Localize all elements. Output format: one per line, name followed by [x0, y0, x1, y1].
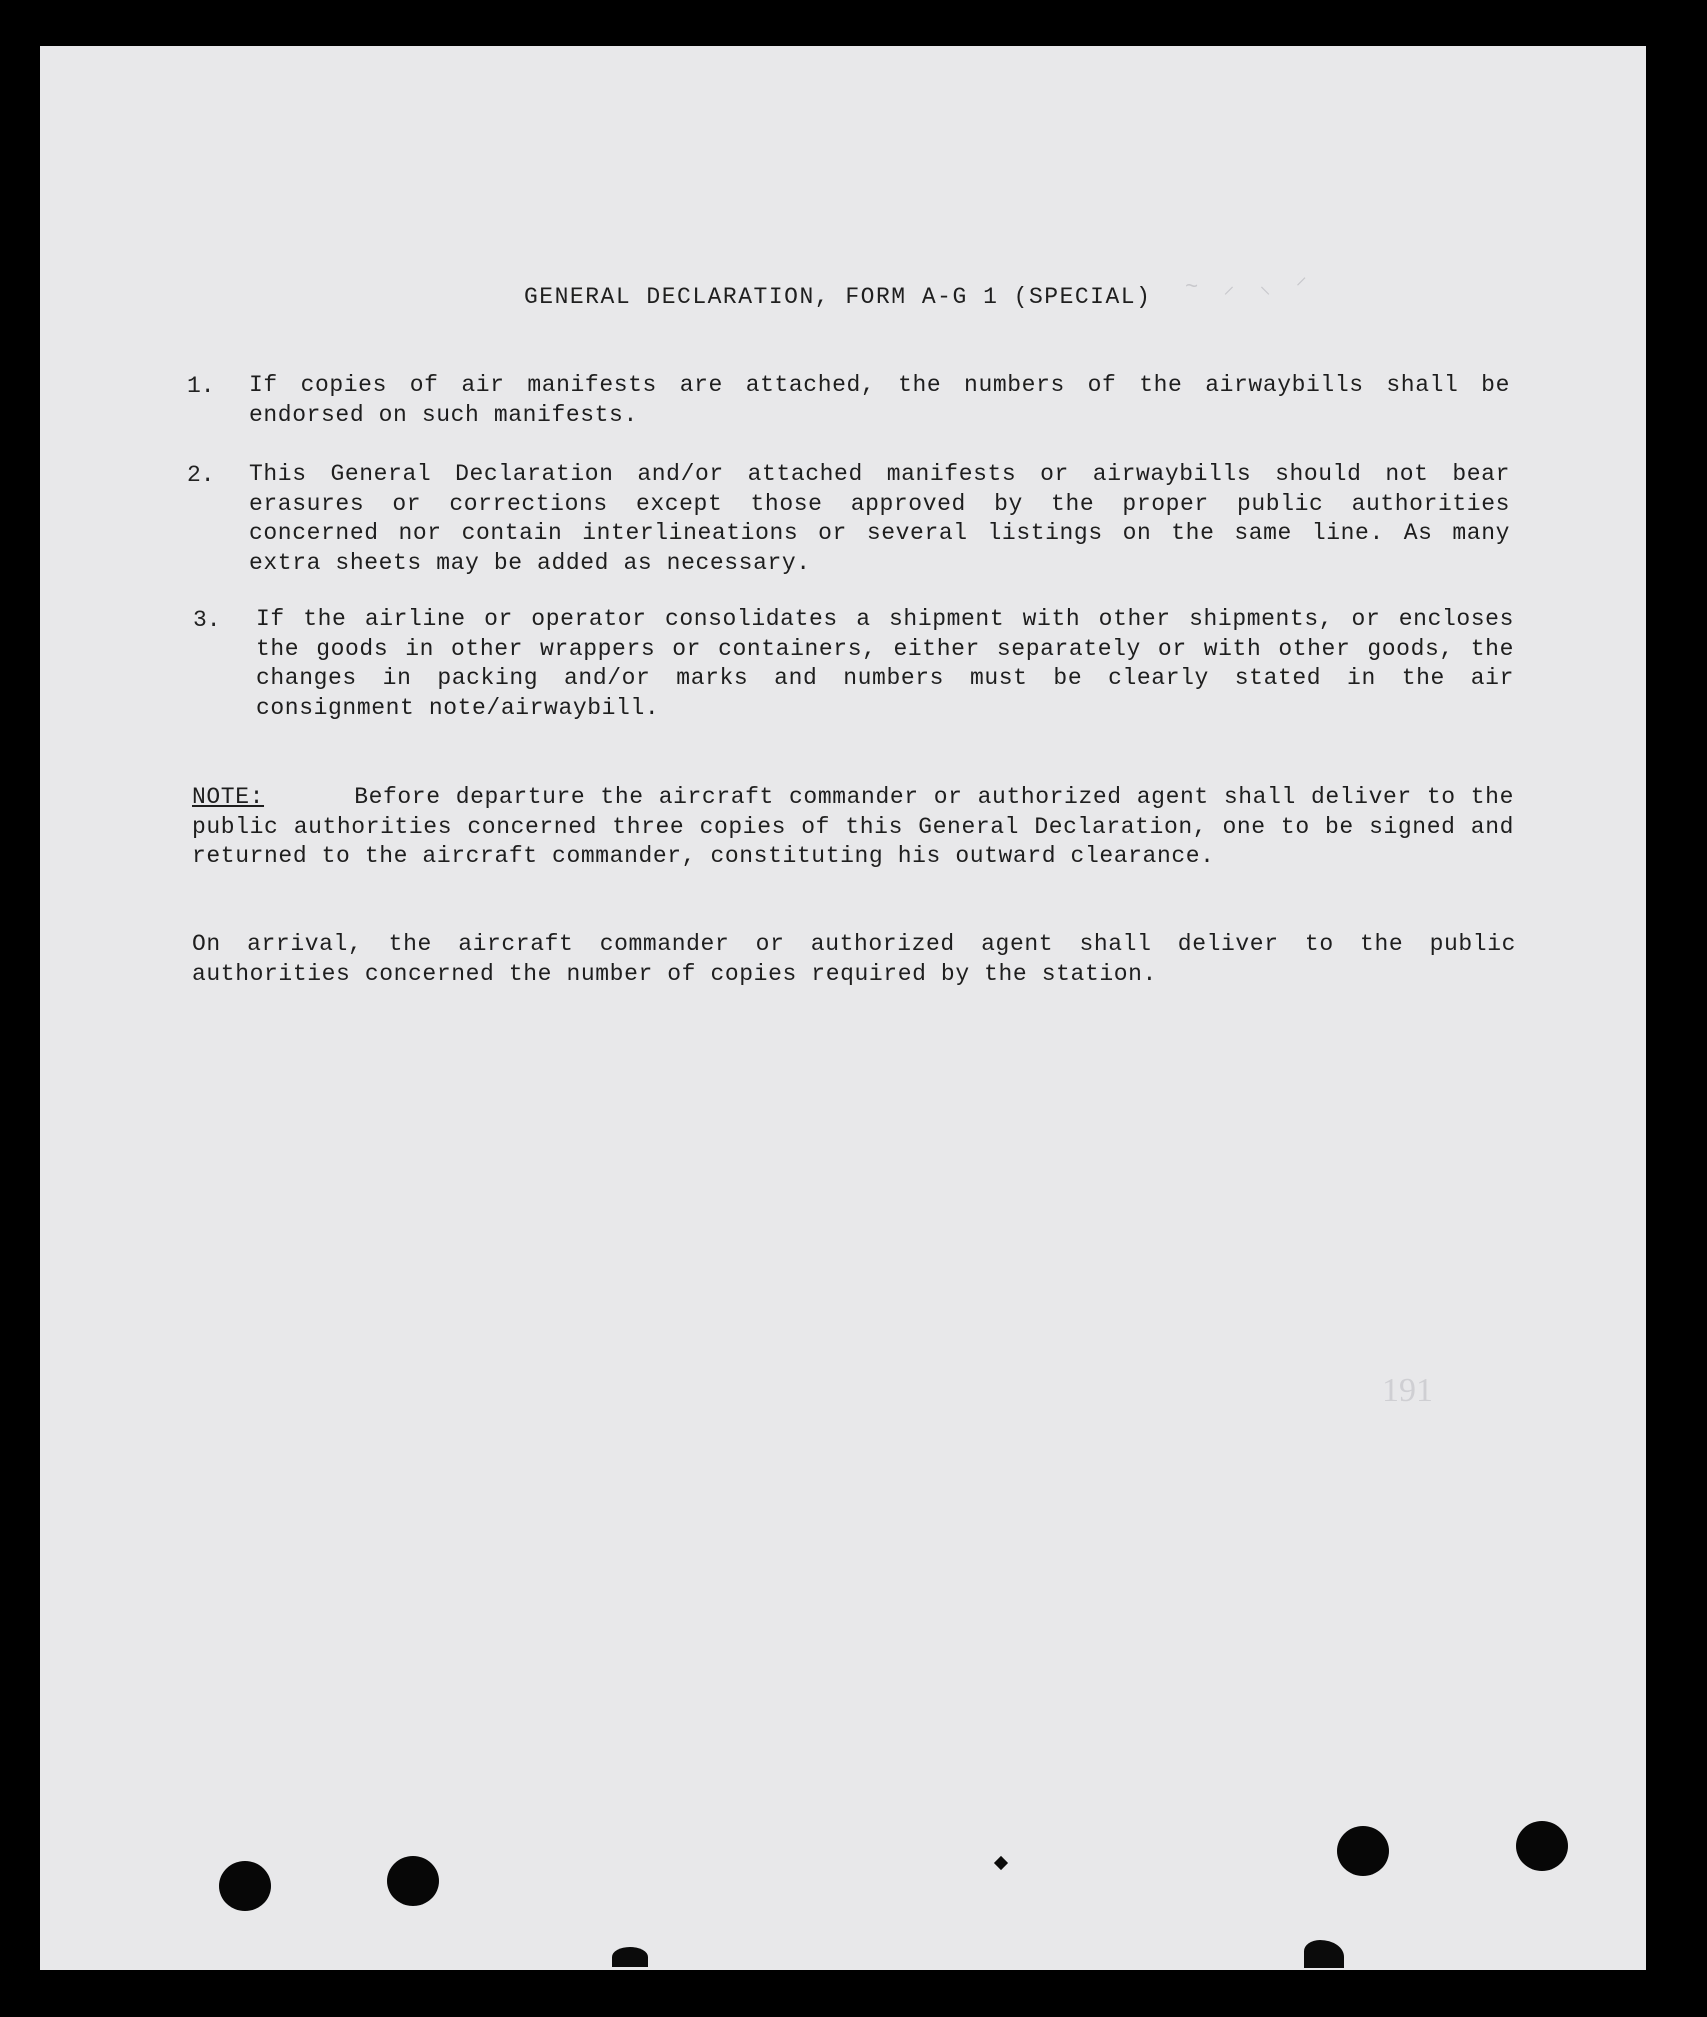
note-text: Before departure the aircraft commander or authorized agent shall deliver to the public authorities concerned three copies of this General Declaration, one to be signed and returned to the aircraft commander, constituting his outward clearance.	[192, 784, 1514, 869]
document-title: GENERAL DECLARATION, FORM A-G 1 (SPECIAL)	[524, 284, 1152, 310]
arrival-paragraph: On arrival, the aircraft commander or authorized agent shall deliver to the public authorities concerned the number of copies required by the station.	[192, 931, 1516, 987]
torn-edge-mark	[612, 1947, 648, 1967]
item-2-text: This General Declaration and/or attached manifests or airwaybills should not bear erasures or corrections except those approved by the proper public authorities concerned nor contain interlineations or several listings on the same line. As many extra sheets may be added as necessary.	[249, 461, 1510, 576]
document-page	[40, 46, 1646, 1970]
punch-hole	[219, 1861, 271, 1911]
item-3-text: If the airline or operator consolidates a shipment with other shipments, or encloses the goods in other wrappers or containers, either separately or with other goods, the changes in packing and/or marks and numbers must be clearly stated in the air consignment note/airwaybill.	[256, 606, 1514, 721]
punch-hole	[1337, 1826, 1389, 1876]
item-2-number: 2.	[187, 462, 215, 488]
punch-hole	[387, 1856, 439, 1906]
punch-hole	[1516, 1821, 1568, 1871]
faint-page-number: 191	[1382, 1372, 1433, 1409]
item-1-number: 1.	[187, 373, 215, 399]
note-paragraph	[192, 783, 1514, 872]
handwritten-mark: ~ ⸝ ⸜ ⸍	[1185, 275, 1313, 300]
item-3-number: 3.	[193, 607, 221, 633]
note-label: NOTE:	[192, 784, 265, 810]
item-1-text: If copies of air manifests are attached, the numbers of the airwaybills shall be endorsed on such manifests.	[249, 372, 1510, 428]
